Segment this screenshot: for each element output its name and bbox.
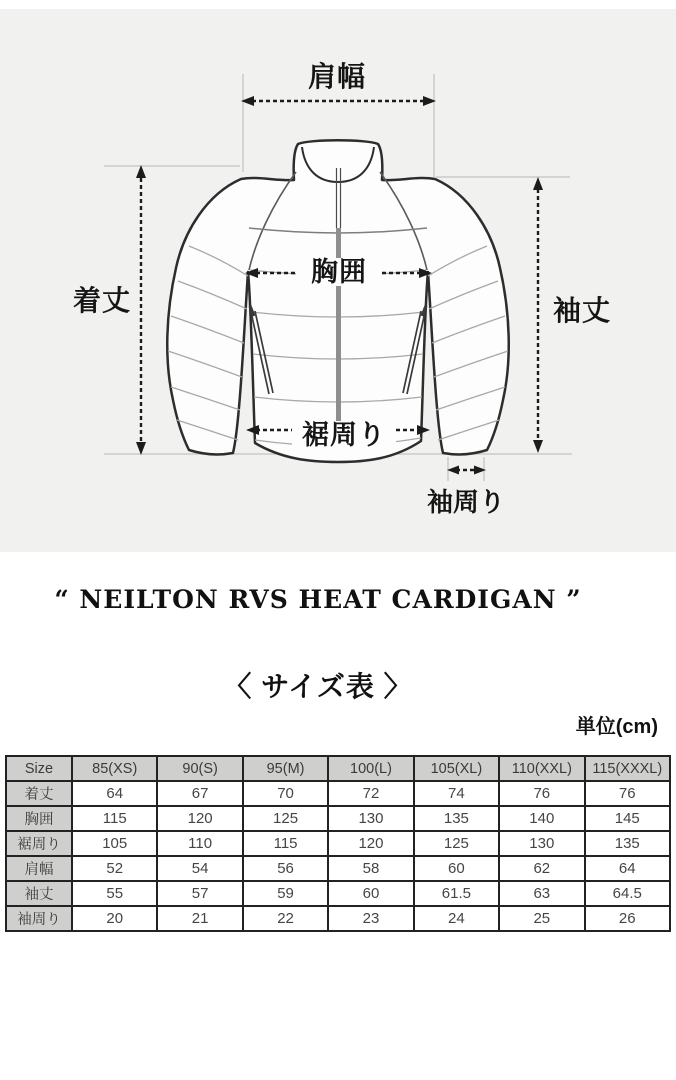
size-table-header-row	[6, 756, 670, 781]
hem-circumference-label: 裾周り	[292, 421, 396, 449]
value-cell: 120	[157, 806, 242, 831]
sleeve-length-label: 袖丈	[552, 295, 611, 326]
value-cell: 55	[72, 881, 157, 906]
value-cell: 115	[243, 831, 328, 856]
row-label-cell: 袖周り	[6, 906, 72, 931]
value-cell: 135	[585, 831, 670, 856]
value-cell: 130	[328, 806, 413, 831]
value-cell: 130	[499, 831, 584, 856]
value-cell: 20	[72, 906, 157, 931]
value-cell: 145	[585, 806, 670, 831]
value-cell: 24	[414, 906, 499, 931]
table-header-cell: 95(M)	[243, 756, 328, 781]
table-header-cell: 85(XS)	[72, 756, 157, 781]
value-cell: 23	[328, 906, 413, 931]
value-cell: 64	[72, 781, 157, 806]
table-header-cell: 105(XL)	[414, 756, 499, 781]
row-label-cell: 胸囲	[6, 806, 72, 831]
body-length-label: 着丈	[72, 285, 131, 316]
value-cell: 52	[72, 856, 157, 881]
row-label-cell: 裾周り	[6, 831, 72, 856]
value-cell: 125	[243, 806, 328, 831]
value-cell: 54	[157, 856, 242, 881]
size-table	[5, 755, 671, 932]
value-cell: 60	[328, 881, 413, 906]
value-cell: 57	[157, 881, 242, 906]
value-cell: 70	[243, 781, 328, 806]
table-row	[6, 906, 670, 931]
cuff-circumference-label: 袖周り	[426, 487, 505, 517]
table-row	[6, 831, 670, 856]
value-cell: 76	[585, 781, 670, 806]
value-cell: 59	[243, 881, 328, 906]
value-cell: 105	[72, 831, 157, 856]
table-header-cell: 100(L)	[328, 756, 413, 781]
value-cell: 58	[328, 856, 413, 881]
chest-label: 胸囲	[296, 258, 382, 286]
row-label-cell: 着丈	[6, 781, 72, 806]
value-cell: 140	[499, 806, 584, 831]
size-table-heading: 〈 サイズ表 〉	[223, 671, 413, 702]
value-cell: 120	[328, 831, 413, 856]
value-cell: 61.5	[414, 881, 499, 906]
table-row	[6, 856, 670, 881]
value-cell: 64.5	[585, 881, 670, 906]
value-cell: 135	[414, 806, 499, 831]
table-header-cell: 110(XXL)	[499, 756, 584, 781]
unit-label: 単位(cm)	[575, 716, 658, 738]
table-row	[6, 781, 670, 806]
row-label-cell: 袖丈	[6, 881, 72, 906]
row-label-cell: 肩幅	[6, 856, 72, 881]
product-title: “ NEILTON RVS HEAT CARDIGAN ”	[54, 585, 582, 614]
value-cell: 25	[499, 906, 584, 931]
value-cell: 60	[414, 856, 499, 881]
value-cell: 74	[414, 781, 499, 806]
value-cell: 115	[72, 806, 157, 831]
table-row	[6, 881, 670, 906]
value-cell: 64	[585, 856, 670, 881]
value-cell: 26	[585, 906, 670, 931]
table-header-cell: Size	[6, 756, 72, 781]
value-cell: 21	[157, 906, 242, 931]
value-cell: 110	[157, 831, 242, 856]
value-cell: 62	[499, 856, 584, 881]
table-header-cell: 115(XXXL)	[585, 756, 670, 781]
table-header-cell: 90(S)	[157, 756, 242, 781]
value-cell: 22	[243, 906, 328, 931]
value-cell: 63	[499, 881, 584, 906]
value-cell: 56	[243, 856, 328, 881]
value-cell: 125	[414, 831, 499, 856]
value-cell: 72	[328, 781, 413, 806]
shoulder-width-label: 肩幅	[307, 61, 366, 92]
value-cell: 67	[157, 781, 242, 806]
value-cell: 76	[499, 781, 584, 806]
table-row	[6, 806, 670, 831]
